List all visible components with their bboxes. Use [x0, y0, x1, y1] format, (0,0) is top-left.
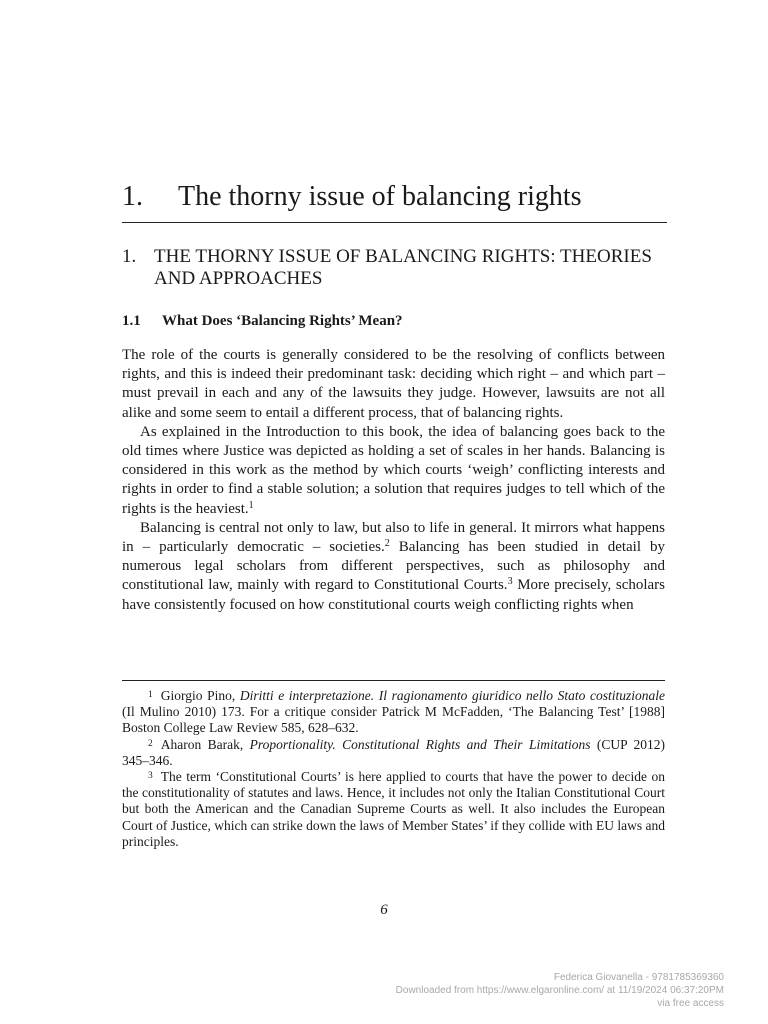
- footnote-3-text: The term ‘Constitutional Courts’ is here applied to courts that have the power to decide on the constitutionality of statutes and laws. Hence, it includes not only the Italian Constitutional Court but both the American and the Canadian Supreme Courts as well. It also includes the European Court of Justice, which can strike down the laws of Member States’ if they collide with EU laws and principles.: [122, 769, 665, 849]
- paragraph-1: The role of the courts is generally considered to be the resolving of conflicts between rights, and this is indeed their predominant task: deciding which right – and which part – must prevail in each and any of the lawsuits they judge. However, lawsuits are not all alike and some seem to entail a different process, that of balancing rights.: [122, 347, 665, 421]
- footnote-ref-2[interactable]: 2: [384, 538, 390, 550]
- footnote-1-title: Diritti e interpretazione. Il ragionamento giuridico nello Stato costituzionale: [239, 688, 665, 703]
- footnote-3: [122, 769, 665, 850]
- paragraph-3-text-a: Balancing is central not only to law, but also to life in general. It mirrors what happens in – particularly democratic – societies.: [122, 519, 665, 556]
- footnote-2-title: Proportionality. Constitutional Rights and Their Limitations: [249, 736, 591, 752]
- paragraph-2: [122, 423, 665, 519]
- footnote-ref-3[interactable]: 3: [507, 576, 513, 588]
- watermark-line-1: Federica Giovanella - 9781785369360: [553, 972, 724, 983]
- footnote-2: [122, 737, 665, 769]
- chapter-divider: [122, 222, 667, 223]
- section-number: 1.: [122, 246, 137, 267]
- section-title: THE THORNY ISSUE OF BALANCING RIGHTS: THEORIES AND APPROACHES: [154, 246, 652, 289]
- footnote-2-citation: (CUP 2012) 345–346.: [122, 736, 665, 768]
- footnote-ref-1[interactable]: 1: [248, 499, 254, 511]
- paragraph-3-text-c: More precisely, scholars have consistently focused on how constitutional courts weigh conflicting rights when: [122, 577, 666, 613]
- download-watermark: [396, 971, 724, 1010]
- watermark-line-3: via free access: [657, 998, 724, 1009]
- footnote-1-text: Giorgio Pino,: [160, 688, 240, 703]
- footnotes: [122, 688, 665, 850]
- paragraph-3: [122, 519, 665, 615]
- chapter-title-text: The thorny issue of balancing rights: [178, 181, 582, 212]
- chapter-number: 1.: [122, 181, 143, 212]
- subsection-title: What Does ‘Balancing Rights’ Mean?: [162, 313, 403, 329]
- paragraph-3-text-b: Balancing has been studied in detail by numerous legal scholars from different perspectives, such as philosophy and constitutional law, mainly with regard to Constitutional Courts.: [122, 539, 665, 594]
- footnote-2-number: 2: [148, 738, 153, 749]
- body-text: [122, 346, 665, 615]
- footnote-1-number: 1: [148, 690, 153, 700]
- footnote-1: [122, 688, 665, 737]
- paragraph-2-text: As explained in the Introduction to this book, the idea of balancing goes back to the old times where Justice was depicted as holding a set of scales in her hands. Balancing is considered in this work as the method by which courts ‘weigh’ conflicting interests and rights in order to find a stable solution; a solution that requires judges to tell which of the rights is the heaviest.: [122, 423, 665, 517]
- section-heading: [122, 246, 667, 290]
- footnote-3-number: 3: [148, 771, 153, 782]
- watermark-line-2: Downloaded from https://www.elgaronline.com/ at 11/19/2024 06:37:20PM: [395, 985, 724, 996]
- page-number: 6: [380, 902, 388, 918]
- subsection-heading: [122, 311, 403, 331]
- footnote-2-text: Aharon Barak,: [160, 736, 250, 752]
- footnote-1-citation: (Il Mulino 2010) 173. For a critique consider Patrick M McFadden, ‘The Balancing Test’ [1988] Boston College Law Review 585, 628–632.: [122, 704, 665, 736]
- subsection-number: 1.1: [122, 313, 141, 329]
- footnote-divider: [122, 680, 665, 681]
- chapter-title: [122, 178, 667, 216]
